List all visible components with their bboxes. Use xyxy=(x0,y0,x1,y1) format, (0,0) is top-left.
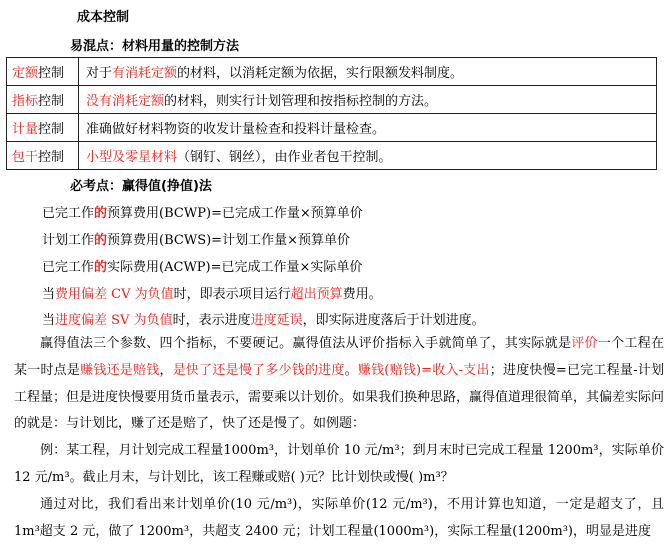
method-description-segment: 的材料，以消耗定额为依据，实行限额发料制度。 xyxy=(177,66,464,81)
sv-rule xyxy=(42,309,485,328)
method-description xyxy=(79,142,657,170)
method-description xyxy=(79,86,657,114)
method-description-segment: （钢钉、钢丝），由作业者包干控制。 xyxy=(177,150,392,165)
paragraph-analysis xyxy=(14,492,664,545)
method-keyword: 包干 xyxy=(12,150,39,165)
table-row xyxy=(7,86,657,114)
line-segment: 时，即表示项目运行 xyxy=(173,287,291,302)
method-suffix: 控制 xyxy=(38,122,65,137)
line-segment: ，即实际进度落后于计划进度。 xyxy=(302,313,485,328)
paragraph-segment: 。 xyxy=(344,362,358,378)
line-segment: 计划工作 xyxy=(42,233,95,248)
explanation-text xyxy=(14,331,664,545)
paragraph-segment: ；进度快慢=已完工程量-计划工程量；但是进度快慢要用货币量表示，需要乘以计划价。如果我们换种思路，赢得值道理很简单，其偏差实际问的就是：与计划比，赚了还是赔了，快了还是慢了。如例题： xyxy=(14,362,665,432)
method-keyword: 指标 xyxy=(12,94,39,109)
material-control-table xyxy=(6,57,657,170)
paragraph-segment: 评价 xyxy=(571,336,598,351)
line-segment: 当 xyxy=(42,313,56,328)
method-description-segment: 小型及零星材料 xyxy=(86,150,178,165)
formula-acwp xyxy=(42,256,362,275)
method-description xyxy=(79,58,657,86)
method-description-segment: 没有消耗定额 xyxy=(86,94,165,109)
paragraph-segment: 赚钱还是赔钱 xyxy=(80,362,160,378)
line-segment: 已完工作 xyxy=(42,260,95,275)
method-suffix: 控制 xyxy=(38,94,65,109)
line-segment: 时，表示进度 xyxy=(172,313,251,328)
line-segment: 费用偏差 CV 为负值 xyxy=(55,287,174,302)
paragraph-segment: 赚钱(赔钱)=收入-支出 xyxy=(357,362,490,378)
formula-bcwp xyxy=(42,202,363,221)
line-segment: 当 xyxy=(42,287,56,302)
method-name xyxy=(7,58,79,86)
line-segment: 进度延误 xyxy=(250,313,303,328)
method-name xyxy=(7,142,79,170)
subsection-title: 易混点：材料用量的控制方法 xyxy=(70,39,240,54)
cv-rule xyxy=(42,283,382,302)
line-segment: 费用。 xyxy=(342,287,382,302)
line-segment: 实际费用(ACWP)=已完成工作量×实际单价 xyxy=(107,260,363,275)
line-segment: 超出预算 xyxy=(290,287,343,302)
line-segment: 已完工作 xyxy=(42,206,95,221)
method-name xyxy=(7,86,79,114)
method-description-segment: 对于 xyxy=(86,66,113,81)
method-description xyxy=(79,114,657,142)
paragraph-segment: ， xyxy=(159,362,173,378)
table-row xyxy=(7,114,657,142)
table-row xyxy=(7,142,657,170)
line-segment: 预算费用(BCWP)=已完成工作量×预算单价 xyxy=(107,206,363,221)
paragraph-segment: 例：某工程，月计划完成工程量1000m³，计划单价 10 元/m³；到月末时已完成工程量 1200m³，实际单价 12 元/m³。截止月末，与计划比，该工程赚或赔( )元？比计划快或慢( )m³？ xyxy=(14,443,664,485)
line-segment: 的 xyxy=(94,260,108,275)
line-segment: 预算费用(BCWS)=计划工作量×预算单价 xyxy=(107,233,350,248)
key-point-title: 必考点：赢得值(挣值)法 xyxy=(70,179,212,194)
paragraph-segment: 是快了还是慢了多少钱的进度 xyxy=(172,362,345,378)
formula-bcws xyxy=(42,229,350,248)
table-row xyxy=(7,58,657,86)
method-suffix: 控制 xyxy=(38,66,65,81)
paragraph-segment: 通过对比，我们看出来计划单价(10 元/m³)，实际单价(12 元/m³)，不用计算也知道，一定是超支了，且 1m³超支 2 元，做了 1200m³，共超支 2400 元；计划工程量(1000m³)，实际工程量(1200m³)，明显是进度 xyxy=(14,496,664,539)
paragraph-example xyxy=(14,438,664,492)
line-segment: 进度偏差 SV 为负值 xyxy=(55,313,173,328)
paragraph-segment: 一个工程在某一时点是 xyxy=(14,336,664,378)
method-description-segment: 的材料，则实行计划管理和按指标控制的方法。 xyxy=(164,94,438,109)
method-keyword: 计量 xyxy=(12,122,39,137)
method-description-segment: 有消耗定额 xyxy=(112,66,178,81)
method-suffix: 控制 xyxy=(38,150,65,165)
method-keyword: 定额 xyxy=(12,66,39,81)
line-segment: 的 xyxy=(94,206,108,221)
method-name xyxy=(7,114,79,142)
line-segment: 的 xyxy=(94,233,108,248)
section-title: 成本控制 xyxy=(77,10,130,25)
paragraph-intro xyxy=(14,331,664,438)
paragraph-segment: 赢得值法三个参数、四个指标，不要硬记。赢得值法从评价指标入手就简单了，其实际就是 xyxy=(40,336,572,351)
method-description-segment: 准确做好材料物资的收发计量检查和投料计量检查。 xyxy=(86,122,386,137)
